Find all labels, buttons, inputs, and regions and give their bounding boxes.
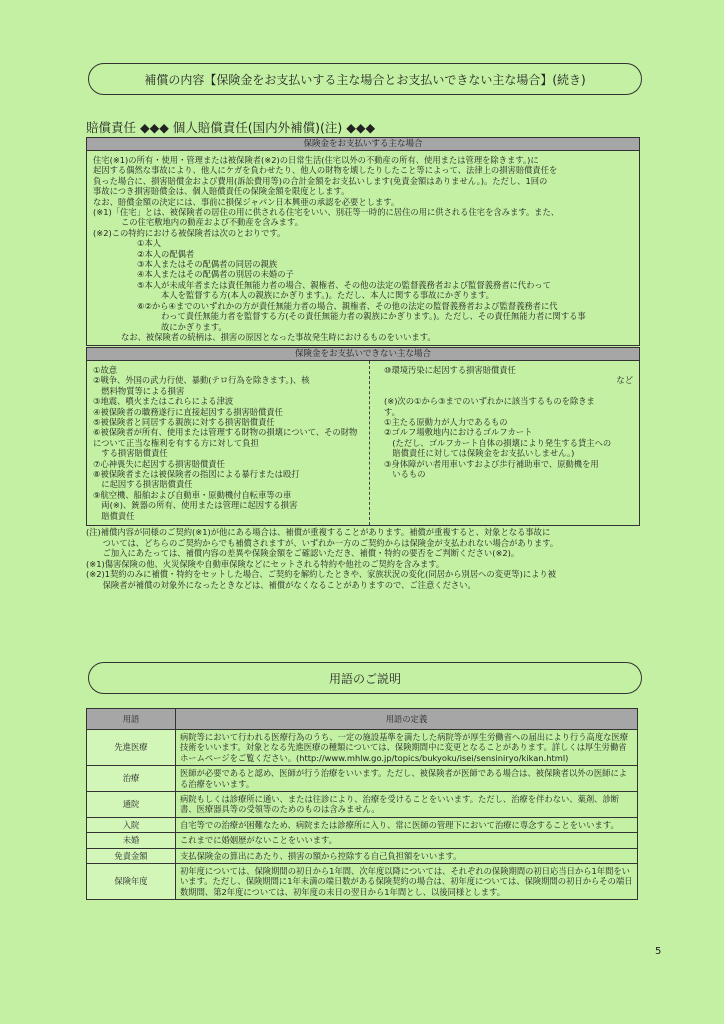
payment-case-line: (※2)この特約における被保険者は次のとおりです。 [93, 227, 286, 238]
nonpayment-case-line: いるもの [384, 469, 426, 480]
nonpayment-cases-left-column [87, 361, 370, 525]
payment-case-line: 起因する偶然な事故により、他人にケガを負わせたり、他人の財物を壊したりしたこと等によって、法律上の損害賠償責任を [93, 165, 558, 176]
note-line: ご加入にあたっては、補償内容の差異や保険金額をご確認いただき、補償・特約の要否をご判断ください(※2)。 [86, 548, 520, 559]
glossary-term: 免責金額 [87, 848, 176, 863]
payment-case-line: 本人を監督する方(本人の親族にかぎります。)。ただし、本人に関する事故にかぎります。 [161, 290, 494, 301]
nonpayment-case-line [384, 386, 633, 396]
liability-subheading: 賠償責任 ◆◆◆ 個人賠償責任(国内外補償)(注) ◆◆◆ [86, 120, 376, 135]
payment-case-line: 事故につき損害賠償金は、個人賠償責任の保険金額を限度とします。 [93, 186, 350, 197]
glossary-definition: 病院等において行われる医療行為のうち、一定の施設基準を満たした病院等が厚生労働省への届出により行う高度な医療技術をいいます。対象となる先進医療の種類については、保険期間中に変更となることがあります。詳しくは厚生労働省ホームページをご覧ください。(http://www.mhlw.go.jp/topics/bukyoku/isei/sensiniryo/kikan.html) [176, 730, 638, 766]
glossary-definition: 自宅等での治療が困難なため、病院または診療所に入り、常に医師の管理下において治療に専念することをいいます。 [176, 817, 638, 832]
nonpayment-case-line: ⑧被保険者または被保険者の指図による暴行または殴打 [93, 469, 300, 480]
glossary-definition: 初年度については、保険期間の初日から1年間、次年度以降については、それぞれの保険期間の初日応当日から1年間をいいます。ただし、保険期間に1年未満の端日数がある保険契約の場合は、初年度については、保険期間の初日からその端日数期間、第2年度については、初年度の末日の翌日から1年間とし、以後同様とします。 [176, 864, 638, 900]
payment-case-line: ⑤本人が未成年者または責任無能力者の場合、親権者、その他の法定の監督義務者および監督義務者に代わって [137, 279, 551, 290]
nonpayment-case-line: に起因する損害賠償責任 [93, 479, 193, 490]
nonpayment-case-line: (ただし、ゴルフカート自体の損壊により発生する貸主への [384, 437, 612, 448]
payment-case-line: 負った場合に、損害賠償金および費用(訴訟費用等)の合計金額をお支払いします(免責金額はありません。)。ただし、1回の [93, 175, 548, 186]
note-line: (※2)1契約のみに補償・特約をセットした場合、ご契約を解約したときや、家族状況の変化(同居から別居への変更等)により被 [86, 569, 557, 580]
glossary-row [87, 833, 638, 848]
nonpayment-case-line: ①主たる原動力が人力であるもの [384, 417, 508, 428]
nonpayment-case-line: (※)次の①から③までのいずれかに該当するものを除きま [384, 396, 595, 407]
nonpayment-case-line: ③地震、噴火またはこれらによる津波 [93, 396, 234, 407]
payment-case-line: 住宅(※1)の所有・使用・管理または被保険者(※2)の日常生活(住宅以外の不動産の所有、使用または管理を除きます。)に [93, 155, 539, 165]
nonpayment-case-line: ⑨航空機、船舶および自動車・原動機付自転車等の車 [93, 489, 292, 500]
glossary-definition: 病院もしくは診療所に通い、または往診により、治療を受けることをいいます。ただし、治療を伴わない、薬剤、診断書、医療器具等の受領等のためのものは含みません。 [176, 792, 638, 818]
glossary-term: 通院 [87, 792, 176, 818]
nonpayment-case-line: ④被保険者の職務遂行に直接起因する損害賠償責任 [93, 406, 283, 417]
glossary-row [87, 792, 638, 818]
nonpayment-cases-box [86, 347, 640, 526]
payment-cases-box [86, 137, 640, 346]
note-line: (※1)傷害保険の他、火災保険や自動車保険などにセットされる特約や他社のご契約を含みます。 [86, 558, 445, 569]
nonpayment-case-line: す。 [384, 406, 400, 417]
glossary-row [87, 848, 638, 863]
glossary-header-row [87, 709, 638, 730]
glossary-header-definition: 用語の定義 [176, 709, 638, 730]
nonpayment-case-line: ⑦心神喪失に起因する損害賠償責任 [93, 458, 225, 469]
glossary-definition: 医師が必要であると認め、医師が行う治療をいいます。ただし、被保険者が医師である場合は、被保険者以外の医師による治療をいいます。 [176, 766, 638, 792]
nonpayment-cases-right-column [370, 361, 639, 525]
nonpayment-case-line: ⑥被保険者が所有、使用または管理する財物の損壊について、その財物について正当な権利を有する方に対して負担 [93, 427, 358, 448]
nonpayment-case-line: ⑤被保険者と同居する親族に対する損害賠償責任 [93, 417, 275, 428]
coverage-notes [86, 527, 636, 591]
glossary-row [87, 817, 638, 832]
glossary-term: 先進医療 [87, 730, 176, 766]
glossary-header-term: 用語 [87, 709, 176, 730]
payment-case-line: ②本人の配偶者 [137, 248, 195, 259]
nonpayment-case-line: ③身体障がい者用車いすおよび歩行補助車で、原動機を用 [384, 458, 599, 469]
payment-case-line: ①本人 [137, 238, 162, 249]
glossary-row [87, 766, 638, 792]
page-number: 5 [655, 946, 662, 957]
note-line: (注)補償内容が同様のご契約(※1)が他にある場合は、補償が重複することがあります。補償が重複すると、対象となる事故に [86, 527, 551, 537]
section-banner-glossary-text: 用語のご説明 [328, 671, 401, 686]
payment-case-line: 故にかぎります。 [161, 321, 227, 332]
nonpayment-case-line: 賠償責任 [93, 510, 135, 521]
payment-cases-body [87, 151, 639, 345]
glossary-term: 入院 [87, 817, 176, 832]
glossary-definition: これまでに婚姻歴がないことをいいます。 [176, 833, 638, 848]
nonpayment-case-line: ②戦争、外国の武力行使、暴動(テロ行為を除きます。)、核 [93, 375, 310, 386]
payment-case-line: わって責任無能力者を監督する方(その責任無能力者の親族にかぎります。)。ただし、その責任無能力者に関する事 [161, 311, 586, 322]
nonpayment-case-line: 燃料物質等による損害 [93, 385, 185, 396]
glossary-term: 保険年度 [87, 864, 176, 900]
nonpayment-case-line: 両(※)、銃器の所有、使用または管理に起因する損害 [93, 500, 298, 511]
payment-case-line: この住宅敷地内の動産および不動産を含みます。 [121, 217, 303, 228]
section-banner-coverage [88, 63, 642, 95]
nonpayment-case-line: 賠償責任に対しては保険金をお支払いしません。) [384, 448, 575, 459]
note-line: ついては、どちらのご契約からでも補償されますが、いずれか一方のご契約からは保険金が支払われない場合があります。 [86, 537, 559, 548]
note-line: 保険者が補償の対象外になったときなどは、補償がなくなることがありますので、ご注意ください。 [86, 579, 476, 590]
glossary-term: 未婚 [87, 833, 176, 848]
glossary-row [87, 730, 638, 766]
glossary-row [87, 864, 638, 900]
payment-case-line: (※1)「住宅」とは、被保険者の居住の用に供される住宅をいい、別荘等一時的に居住の用に供される住宅を含みます。また、 [93, 207, 560, 218]
payment-case-line: ③本人またはその配偶者の同居の親族 [137, 259, 278, 270]
payment-case-line: なお、賠償金額の決定には、事前に損保ジャパン日本興亜の承認を必要とします。 [93, 196, 400, 207]
payment-cases-header: 保険金をお支払いする主な場合 [87, 138, 639, 151]
nonpayment-cases-header: 保険金をお支払いできない主な場合 [87, 348, 639, 361]
section-banner-glossary [88, 662, 642, 694]
payment-case-line: なお、被保険者の続柄は、損害の原因となった事故発生時におけるものをいいます。 [121, 331, 436, 342]
nonpayment-case-line: ①故意 [93, 365, 118, 375]
glossary-term: 治療 [87, 766, 176, 792]
nonpayment-case-line: する損害賠償責任 [93, 448, 168, 459]
section-banner-coverage-text: 補償の内容【保険金をお支払いする主な場合とお支払いできない主な場合】(続き) [144, 72, 586, 87]
glossary-table [86, 708, 638, 900]
nonpayment-case-line: ⑩環境汚染に起因する損害賠償責任 [384, 365, 516, 375]
nonpayment-case-line: など [616, 375, 633, 386]
payment-case-line: ④本人またはその配偶者の別居の未婚の子 [137, 269, 294, 280]
nonpayment-case-line: ②ゴルフ場敷地内におけるゴルフカート [384, 427, 533, 438]
glossary-definition: 支払保険金の算出にあたり、損害の額から控除する自己負担額をいいます。 [176, 848, 638, 863]
payment-case-line: ⑥②から④までのいずれかの方が責任無能力者の場合、親権者、その他の法定の監督義務者および監督義務者に代 [137, 300, 558, 311]
